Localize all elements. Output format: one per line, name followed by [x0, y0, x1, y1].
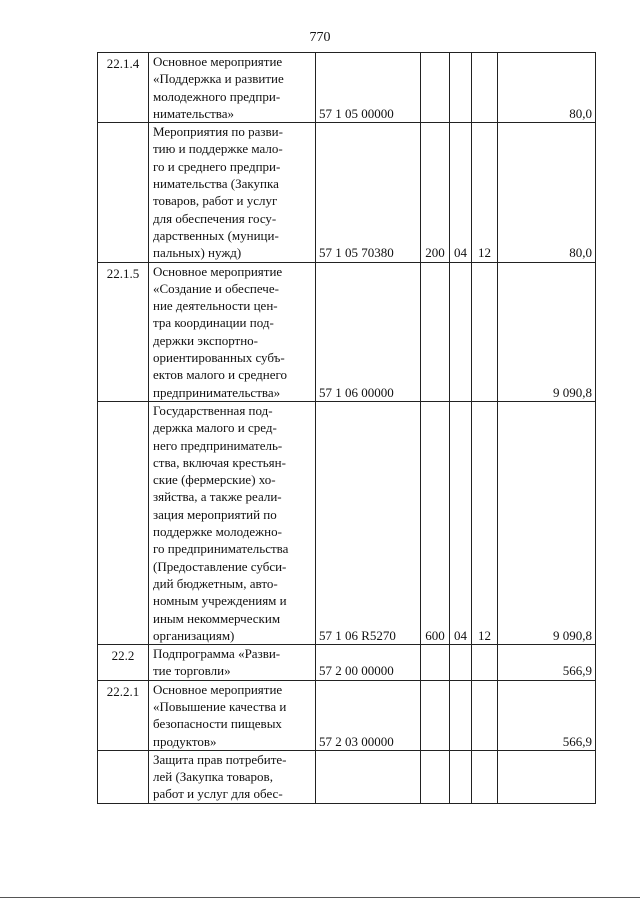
table-row — [98, 123, 596, 262]
row-number-cell: 22.2.1 — [98, 680, 149, 750]
description-line: ские (фермерские) хо- — [153, 472, 276, 488]
row-number-cell: 22.2 — [98, 645, 149, 681]
amount-cell: 80,0 — [498, 53, 596, 123]
description-line: Подпрограмма «Разви- — [153, 646, 281, 662]
description-line: дарственных (муници- — [153, 227, 279, 243]
description-line: Основное мероприятие — [153, 263, 283, 279]
description-line: работ и услуг для обес- — [153, 786, 283, 802]
description-line: тие торговли» — [153, 663, 231, 679]
target-article-code-cell — [316, 750, 421, 803]
description-line: организациям) — [153, 627, 235, 643]
description-line: «Поддержка и развитие — [153, 71, 284, 87]
row-number-cell — [98, 750, 149, 803]
section-cell — [450, 262, 472, 401]
description-line: предпринимательства» — [153, 384, 281, 400]
row-description-cell — [149, 645, 316, 681]
target-article-code-cell: 57 1 05 00000 — [316, 53, 421, 123]
description-line: него предприниматель- — [153, 437, 283, 453]
row-number-cell: 22.1.5 — [98, 262, 149, 401]
amount-cell: 9 090,8 — [498, 401, 596, 644]
description-line: иным некоммерческим — [153, 610, 281, 626]
description-line: молодежного предпри- — [153, 88, 281, 104]
description-line: для обеспечения госу- — [153, 210, 277, 226]
description-line: го предпринимательства — [153, 541, 289, 557]
expense-type-cell — [421, 262, 450, 401]
description-line: дий бюджетным, авто- — [153, 575, 278, 591]
description-line: ориентированных субъ- — [153, 350, 285, 366]
target-article-code-cell: 57 2 03 00000 — [316, 680, 421, 750]
page-bottom-rule — [0, 897, 640, 898]
description-line: Мероприятия по разви- — [153, 124, 283, 140]
description-line: тра координации под- — [153, 315, 274, 331]
row-description-cell — [149, 53, 316, 123]
description-line: нимательства» — [153, 105, 235, 121]
description-line: лей (Закупка товаров, — [153, 769, 273, 785]
section-cell: 04 — [450, 401, 472, 644]
expense-type-cell: 200 — [421, 123, 450, 262]
expense-type-cell — [421, 645, 450, 681]
row-description-cell — [149, 262, 316, 401]
row-description-cell — [149, 123, 316, 262]
description-line: зяйства, а также реали- — [153, 489, 282, 505]
table-row — [98, 401, 596, 644]
expense-type-cell — [421, 680, 450, 750]
amount-cell: 566,9 — [498, 645, 596, 681]
amount-cell — [498, 750, 596, 803]
subsection-cell — [472, 750, 498, 803]
table-row — [98, 262, 596, 401]
section-cell: 04 — [450, 123, 472, 262]
description-line: пальных) нужд) — [153, 245, 242, 261]
subsection-cell — [472, 262, 498, 401]
description-line: ства, включая крестьян- — [153, 454, 286, 470]
subsection-cell — [472, 53, 498, 123]
subsection-cell — [472, 680, 498, 750]
description-line: Основное мероприятие — [153, 54, 283, 69]
section-cell — [450, 680, 472, 750]
expense-type-cell — [421, 750, 450, 803]
budget-table — [97, 52, 596, 804]
row-number-cell — [98, 123, 149, 262]
description-line: держки экспортно- — [153, 332, 258, 348]
description-line: товаров, работ и услуг — [153, 193, 278, 209]
row-number-cell — [98, 401, 149, 644]
subsection-cell: 12 — [472, 123, 498, 262]
section-cell — [450, 53, 472, 123]
description-line: «Повышение качества и — [153, 698, 287, 714]
expense-type-cell: 600 — [421, 401, 450, 644]
target-article-code-cell: 57 1 06 00000 — [316, 262, 421, 401]
row-number-cell: 22.1.4 — [98, 53, 149, 123]
target-article-code-cell: 57 1 05 70380 — [316, 123, 421, 262]
section-cell — [450, 750, 472, 803]
target-article-code-cell: 57 1 06 R5270 — [316, 401, 421, 644]
description-line: продуктов» — [153, 733, 217, 749]
description-line: Защита прав потребите- — [153, 751, 287, 767]
amount-cell: 80,0 — [498, 123, 596, 262]
description-line: держка малого и сред- — [153, 420, 277, 436]
subsection-cell: 12 — [472, 401, 498, 644]
table-body — [98, 53, 596, 804]
description-line: поддержке молодежно- — [153, 524, 282, 540]
target-article-code-cell: 57 2 00 00000 — [316, 645, 421, 681]
subsection-cell — [472, 645, 498, 681]
description-line: «Создание и обеспече- — [153, 280, 279, 296]
table-row — [98, 750, 596, 803]
description-line: номным учреждениям и — [153, 593, 287, 609]
description-line: Государственная под- — [153, 402, 273, 418]
description-line: зация мероприятий по — [153, 506, 277, 522]
table-row — [98, 53, 596, 123]
description-line: тию и поддержке мало- — [153, 141, 283, 157]
expense-type-cell — [421, 53, 450, 123]
description-line: безопасности пищевых — [153, 716, 282, 732]
description-line: (Предоставление субси- — [153, 558, 287, 574]
row-description-cell — [149, 680, 316, 750]
table-row — [98, 680, 596, 750]
row-description-cell — [149, 401, 316, 644]
amount-cell: 9 090,8 — [498, 262, 596, 401]
table-row — [98, 645, 596, 681]
page-number: 770 — [309, 30, 331, 45]
description-line: го и среднего предпри- — [153, 158, 281, 174]
section-cell — [450, 645, 472, 681]
amount-cell: 566,9 — [498, 680, 596, 750]
description-line: Основное мероприятие — [153, 681, 283, 697]
description-line: ектов малого и среднего — [153, 367, 288, 383]
description-line: ние деятельности цен- — [153, 298, 278, 314]
row-description-cell — [149, 750, 316, 803]
description-line: нимательства (Закупка — [153, 176, 279, 192]
